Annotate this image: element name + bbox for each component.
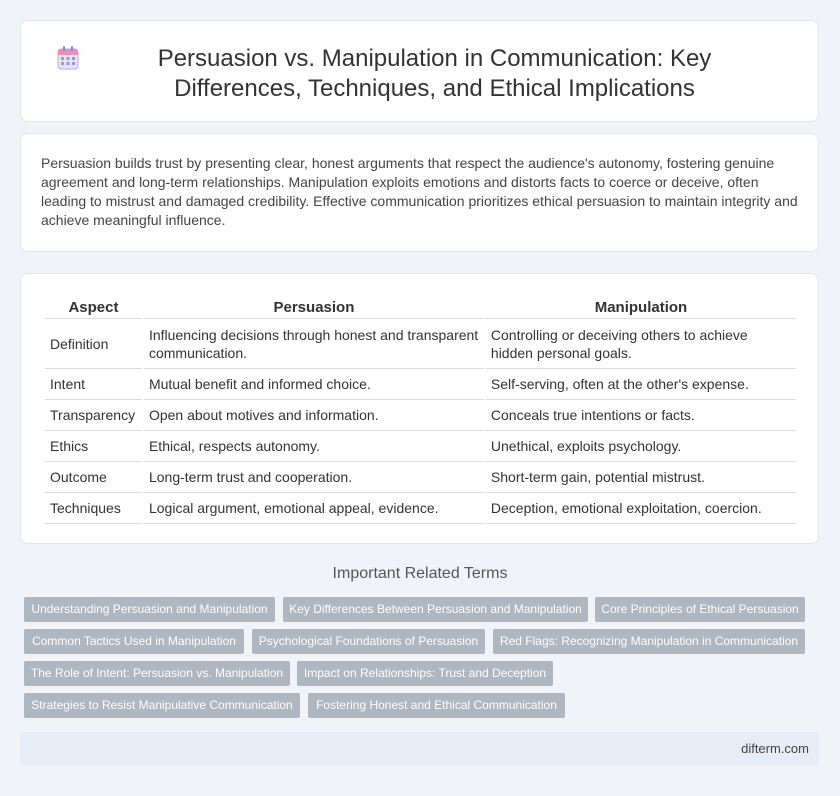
column-header: Aspect [45,294,142,319]
table-cell: Deception, emotional exploitation, coercion. [486,493,796,524]
comparison-table [43,294,798,524]
table-cell: Open about motives and information. [144,400,484,431]
table-cell: Mutual benefit and informed choice. [144,369,484,400]
footer-site-link[interactable]: difterm.com [741,741,809,756]
table-cell: Influencing decisions through honest and transparent communication. [144,319,484,369]
table-cell: Conceals true intentions or facts. [486,400,796,431]
footer [20,732,819,766]
related-term-tag[interactable]: Impact on Relationships: Trust and Deception [297,661,553,686]
table-row [45,431,796,462]
table-row [45,493,796,524]
table-cell: Long-term trust and cooperation. [144,462,484,493]
table-row [45,400,796,431]
table-row [45,319,796,369]
column-header: Manipulation [486,294,796,319]
table-cell: Logical argument, emotional appeal, evidence. [144,493,484,524]
table-header-row [45,294,796,319]
table-cell: Outcome [45,462,142,493]
related-term-tag[interactable]: The Role of Intent: Persuasion vs. Manipulation [24,661,290,686]
table-cell: Unethical, exploits psychology. [486,431,796,462]
related-term-tag[interactable]: Understanding Persuasion and Manipulation [24,597,275,622]
intro-card [20,133,819,252]
column-header: Persuasion [144,294,484,319]
related-term-tag[interactable]: Fostering Honest and Ethical Communication [308,693,565,718]
related-term-tag[interactable]: Red Flags: Recognizing Manipulation in Communication [493,629,805,654]
table-cell: Transparency [45,400,142,431]
related-term-tag[interactable]: Strategies to Resist Manipulative Communication [24,693,300,718]
table-cell: Intent [45,369,142,400]
related-term-tag[interactable]: Common Tactics Used in Manipulation [24,629,244,654]
related-terms-title: Important Related Terms [332,565,508,582]
table-row [45,369,796,400]
related-term-tag[interactable]: Key Differences Between Persuasion and Manipulation [283,597,588,622]
page-title: Persuasion vs. Manipulation in Communication: Key Differences, Techniques, and Ethical Implications [157,45,712,102]
table-cell: Controlling or deceiving others to achieve hidden personal goals. [486,319,796,369]
table-cell: Definition [45,319,142,369]
table-row [45,462,796,493]
related-term-tag[interactable]: Psychological Foundations of Persuasion [252,629,485,654]
header-card [20,20,819,122]
table-cell: Ethics [45,431,142,462]
table-cell: Techniques [45,493,142,524]
table-cell: Self-serving, often at the other's expense. [486,369,796,400]
related-term-tag[interactable]: Core Principles of Ethical Persuasion [595,597,805,622]
table-cell: Ethical, respects autonomy. [144,431,484,462]
comparison-table-card [20,273,819,544]
intro-paragraph: Persuasion builds trust by presenting clear, honest arguments that respect the audience's autonomy, fostering genuine agreement and long-term relationships. Manipulation exploits emotions and distorts facts to coerce or deceive, often leading to mistrust and damaged credibility. Effective communication prioritizes ethical persuasion to maintain integrity and achieve meaningful influence. [41,155,798,228]
table-cell: Short-term gain, potential mistrust. [486,462,796,493]
